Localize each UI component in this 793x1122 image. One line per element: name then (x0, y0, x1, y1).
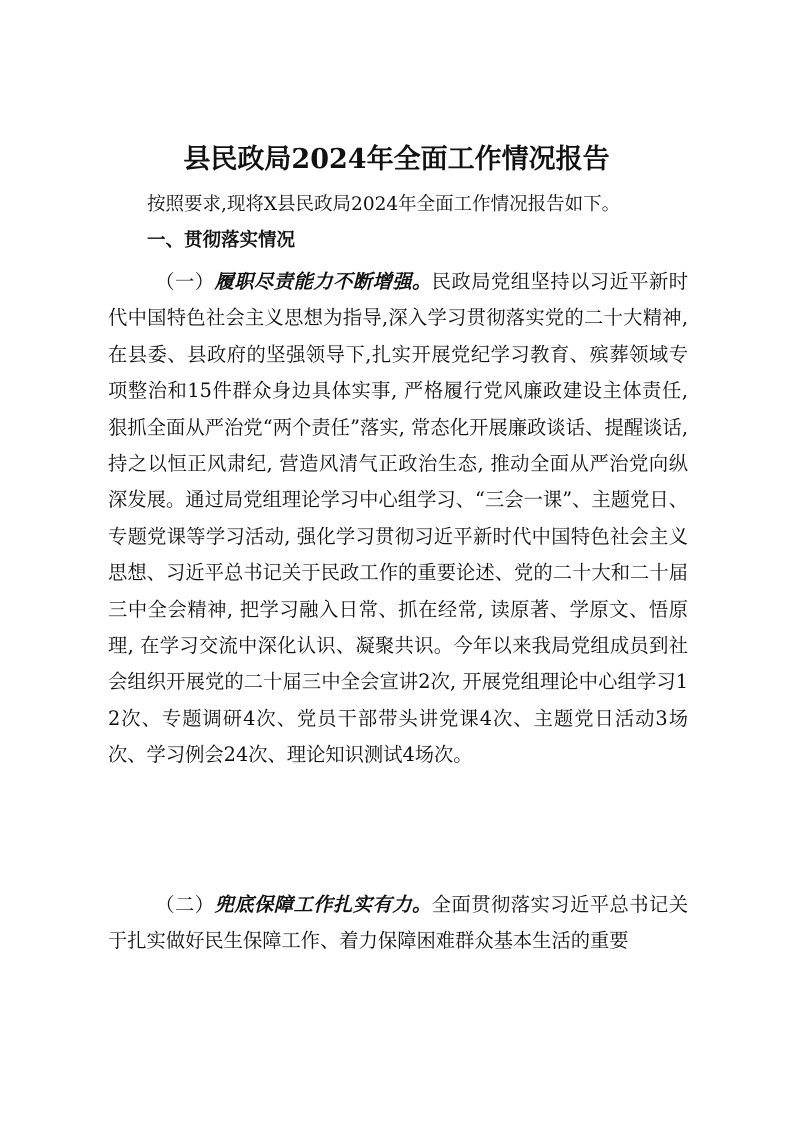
paragraph-subheading: 兜底保障工作扎实有力。 (214, 893, 432, 916)
paragraph-body: 民政局党组坚持以习近平新时代中国特色社会主义思想为指导,深入学习贯彻落实党的二十大精神,在县委、县政府的坚强领导下,扎实开展党纪学习教育、殡葬领域专项整治和15件群众身边具体实事, 严格履行党风廉政建设主体责任, 狠抓全面从严治党“两个责任”落实, 常态化开展廉政谈话、提醒谈话, 持之以恒正风肃纪, 营造风清气正政治生态, 推动全面从严治党向纵深发展。通过局党组理论学习中心组学习、“三会一课”、主题党日、专题党课等学习活动, 强化学习贯彻习近平新时代中国特色社会主义思想、习近平总书记关于民政工作的重要论述、党的二十大和二十届三中全会精神, 把学习融入日常、抓在经常, 读原著、学原文、悟原理, 在学习交流中深化认识、凝聚共识。今年以来我局党组成员到社会组织开展党的二十届三中全会宣讲2次, 开展党组理论中心组学习12次、专题调研4次、党员干部带头讲党课4次、主题党日活动3场次、学习例会24次、理论知识测试4场次。 (108, 270, 689, 767)
intro-paragraph: 按照要求,现将X县民政局2024年全面工作情况报告如下。 (147, 194, 621, 215)
body-paragraph (108, 264, 688, 774)
section-heading: 一、贯彻落实情况 (147, 230, 296, 251)
document-title: 县民政局2024年全面工作情况报告 (183, 144, 610, 175)
body-paragraph (108, 887, 688, 960)
paragraph-number: （一） (155, 270, 215, 293)
paragraph-body: 全面贯彻落实习近平总书记关于扎实做好民生保障工作、着力保障困难群众基本生活的重要 (108, 893, 689, 953)
paragraph-number: （二） (155, 893, 215, 916)
paragraph-subheading: 履职尽责能力不断增强。 (214, 270, 432, 293)
